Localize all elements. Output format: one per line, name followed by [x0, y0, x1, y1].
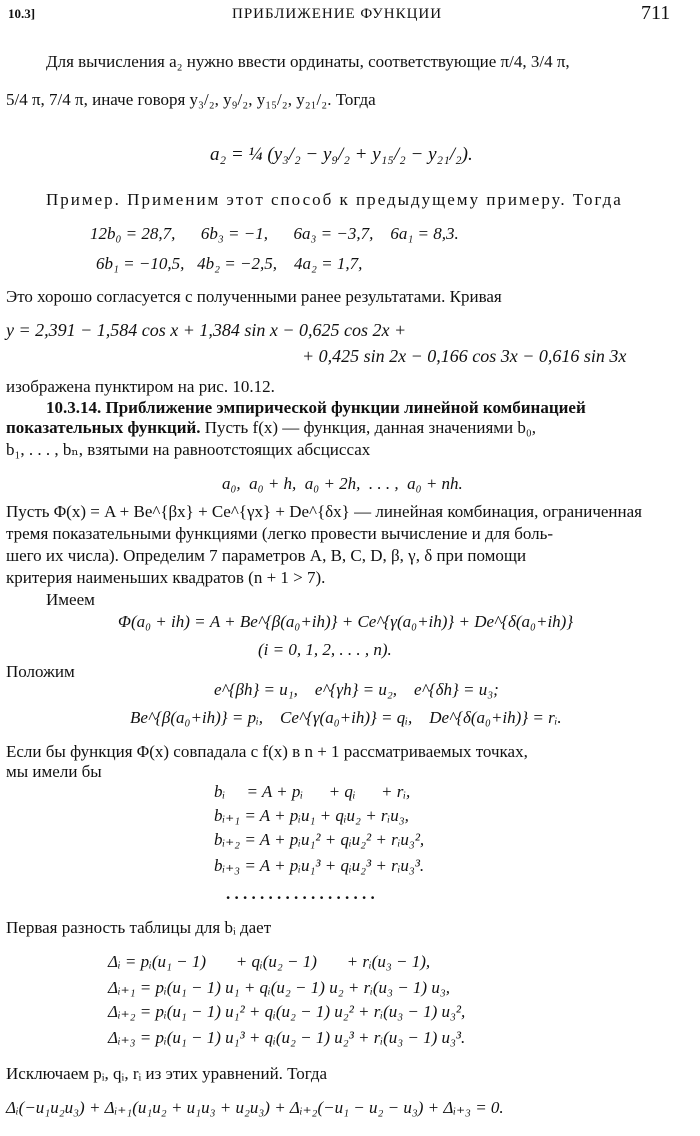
- text-line: критерия наименьших квадратов (n + 1 > 7).: [6, 568, 326, 587]
- equation-line: a₀, a₀ + h, a₀ + 2h, . . . , a₀ + nh.: [222, 474, 463, 493]
- equation-line: 12b₀ = 28,7, 6b₃ = −1, 6a₃ = −3,7, 6a₁ = 8,3.: [90, 224, 459, 243]
- equation-line: bᵢ₊₂ = A + pᵢu₁² + qᵢu₂² + rᵢu₃²,: [214, 830, 425, 849]
- text-line: [6, 418, 536, 438]
- section-heading: 10.3.14. Приближение эмпирической функции линейной комбинацией: [46, 398, 586, 417]
- text-line: Первая разность таблицы для bᵢ дает: [6, 918, 272, 937]
- equation-line: bᵢ₊₁ = A + pᵢu₁ + qᵢu₂ + rᵢu₃,: [214, 806, 409, 825]
- text-line: тремя показательными функциями (легко провести вычисление и для боль-: [6, 524, 554, 543]
- equation-line: e^{βh} = u₁, e^{γh} = u₂, e^{δh} = u₃;: [214, 680, 499, 699]
- equation-line: Φ(a₀ + ih) = A + Be^{β(a₀+ih)} + Ce^{γ(a₀+ih)} + De^{δ(a₀+ih)}: [118, 612, 574, 631]
- text-fragment: Пусть f(x) — функция, данная значениями b₀,: [200, 418, 537, 437]
- equation-line: Δᵢ(−u₁u₂u₃) + Δᵢ₊₁(u₁u₂ + u₁u₃ + u₂u₃) + Δᵢ₊₂(−u₁ − u₂ − u₃) + Δᵢ₊₃ = 0.: [6, 1098, 504, 1117]
- text-line: Для вычисления a₂ нужно ввести ординаты, соответствующие π/4, 3/4 π,: [46, 52, 570, 71]
- equation-line: y = 2,391 − 1,584 cos x + 1,384 sin x − 0,625 cos 2x +: [6, 320, 407, 340]
- text-line: b₁, . . . , bₙ, взятыми на равноотстоящих абсциссах: [6, 440, 371, 459]
- equation-line: + 0,425 sin 2x − 0,166 cos 3x − 0,616 sin 3x: [302, 346, 627, 366]
- equation-line: Δᵢ₊₂ = pᵢ(u₁ − 1) u₁² + qᵢ(u₂ − 1) u₂² + rᵢ(u₃ − 1) u₃²,: [108, 1002, 466, 1021]
- equation-line: 6b₁ = −10,5, 4b₂ = −2,5, 4a₂ = 1,7,: [96, 254, 363, 273]
- equation-a2: a₂ = ¼ (y₃/₂ − y₉/₂ + y₁₅/₂ − y₂₁/₂).: [210, 144, 473, 165]
- section-heading-cont: показательных функций.: [6, 418, 201, 437]
- running-title: ПРИБЛИЖЕНИЕ ФУНКЦИИ: [232, 6, 443, 22]
- text-line: Имеем: [46, 590, 95, 609]
- equation-line: Be^{β(a₀+ih)} = pᵢ, Ce^{γ(a₀+ih)} = qᵢ, De^{δ(a₀+ih)} = rᵢ.: [130, 708, 562, 727]
- equation-line: Δᵢ₊₁ = pᵢ(u₁ − 1) u₁ + qᵢ(u₂ − 1) u₂ + rᵢ(u₃ − 1) u₃,: [108, 978, 450, 997]
- equation-line: bᵢ = A + pᵢ + qᵢ + rᵢ,: [214, 782, 411, 801]
- text-line: Если бы функция Φ(x) совпадала с f(x) в n + 1 рассматриваемых точках,: [6, 742, 528, 761]
- ellipsis-row: . . . . . . . . . . . . . . . . . .: [226, 884, 375, 903]
- page-number: 711: [641, 2, 671, 24]
- text-line: Пример. Применим этот способ к предыдущему примеру. Тогда: [46, 190, 623, 209]
- text-line: Исключаем pᵢ, qᵢ, rᵢ из этих уравнений. Тогда: [6, 1064, 328, 1083]
- equation-line: bᵢ₊₃ = A + pᵢu₁³ + qᵢu₂³ + rᵢu₃³.: [214, 856, 425, 875]
- section-number: 10.3]: [8, 6, 36, 21]
- text-line: Пусть Φ(x) = A + Be^{βx} + Ce^{γx} + De^{δx} — линейная комбинация, ограниченная: [6, 502, 642, 521]
- equation-line: Δᵢ = pᵢ(u₁ − 1) + qᵢ(u₂ − 1) + rᵢ(u₃ − 1),: [108, 952, 431, 971]
- equation-line: Δᵢ₊₃ = pᵢ(u₁ − 1) u₁³ + qᵢ(u₂ − 1) u₂³ + rᵢ(u₃ − 1) u₃³.: [108, 1028, 466, 1047]
- equation-line: (i = 0, 1, 2, . . . , n).: [258, 640, 392, 659]
- text-line: 5/4 π, 7/4 π, иначе говоря y₃/₂, y₉/₂, y₁₅/₂, y₂₁/₂. Тогда: [6, 90, 376, 109]
- text-line: мы имели бы: [6, 762, 102, 781]
- text-line: Это хорошо согласуется с полученными ранее результатами. Кривая: [6, 287, 502, 306]
- text-line: изображена пунктиром на рис. 10.12.: [6, 377, 275, 396]
- text-line: Положим: [6, 662, 75, 681]
- text-line: шего их числа). Определим 7 параметров A, B, C, D, β, γ, δ при помощи: [6, 546, 527, 565]
